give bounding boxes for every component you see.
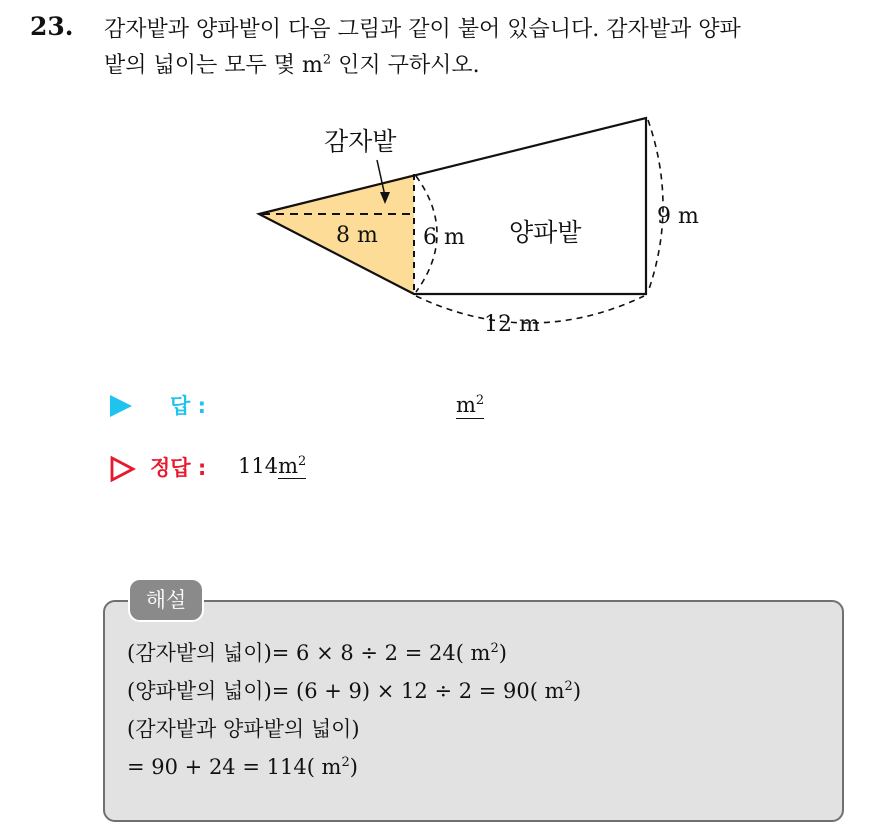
answer-unit-base: m xyxy=(456,393,476,417)
question-line-2-prefix: 밭의 넓이는 모두 몇 m xyxy=(104,53,323,78)
answer-row xyxy=(110,390,610,422)
question-line-2-suffix: 인지 구하시오. xyxy=(331,53,480,78)
question-line-1: 감자밭과 양파밭이 다음 그림과 같이 붙어 있습니다. 감자밭과 양파 xyxy=(104,17,741,42)
field-diagram xyxy=(0,0,884,360)
solution-tag: 해설 xyxy=(128,578,204,622)
label-12m: 12 m xyxy=(484,312,540,337)
correct-label: 정답 : xyxy=(150,456,207,480)
solution-line-2 xyxy=(127,672,581,710)
solution-line-4-main: = 90 + 24 = 114( m xyxy=(127,755,342,779)
correct-unit xyxy=(278,454,306,479)
label-8m: 8 m xyxy=(336,223,378,248)
solution-line-1-post: ) xyxy=(498,641,507,665)
solution-lines xyxy=(127,634,581,786)
answer-unit xyxy=(456,392,484,419)
correct-unit-sup: 2 xyxy=(298,454,307,469)
label-6m: 6 m xyxy=(423,225,465,250)
correct-value: 114 xyxy=(238,454,279,478)
correct-unit-base: m xyxy=(278,454,299,478)
correct-answer-row xyxy=(110,452,610,486)
solution-line-4-sup: 2 xyxy=(341,755,350,770)
solution-line-1-main: (감자밭의 넓이)= 6 × 8 ÷ 2 = 24( m xyxy=(127,641,491,665)
solution-line-3: (감자밭과 양파밭의 넓이) xyxy=(127,717,360,741)
correct-value-group xyxy=(238,454,306,478)
question-number: 23. xyxy=(30,12,74,41)
answer-marker-icon xyxy=(110,395,132,417)
correct-marker-icon xyxy=(110,456,136,482)
answer-unit-sup: 2 xyxy=(475,393,485,408)
solution-line-1-sup: 2 xyxy=(490,641,499,656)
solution-line-2-main: (양파밭의 넓이)= (6 + 9) × 12 ÷ 2 = 90( m xyxy=(127,679,565,703)
solution-line-4 xyxy=(127,748,581,786)
label-potato-field: 감자밭 xyxy=(324,127,397,156)
label-onion-field: 양파밭 xyxy=(509,218,582,247)
solution-line-2-post: ) xyxy=(572,679,582,703)
solution-line-4-post: ) xyxy=(349,755,358,779)
solution-line-1 xyxy=(127,634,581,672)
question-line-2-sup: 2 xyxy=(322,52,332,68)
label-9m: 9 m xyxy=(657,204,699,229)
solution-line-2-sup: 2 xyxy=(564,679,573,694)
answer-label: 답 : xyxy=(170,394,206,418)
correct-marker-shape xyxy=(112,458,133,480)
